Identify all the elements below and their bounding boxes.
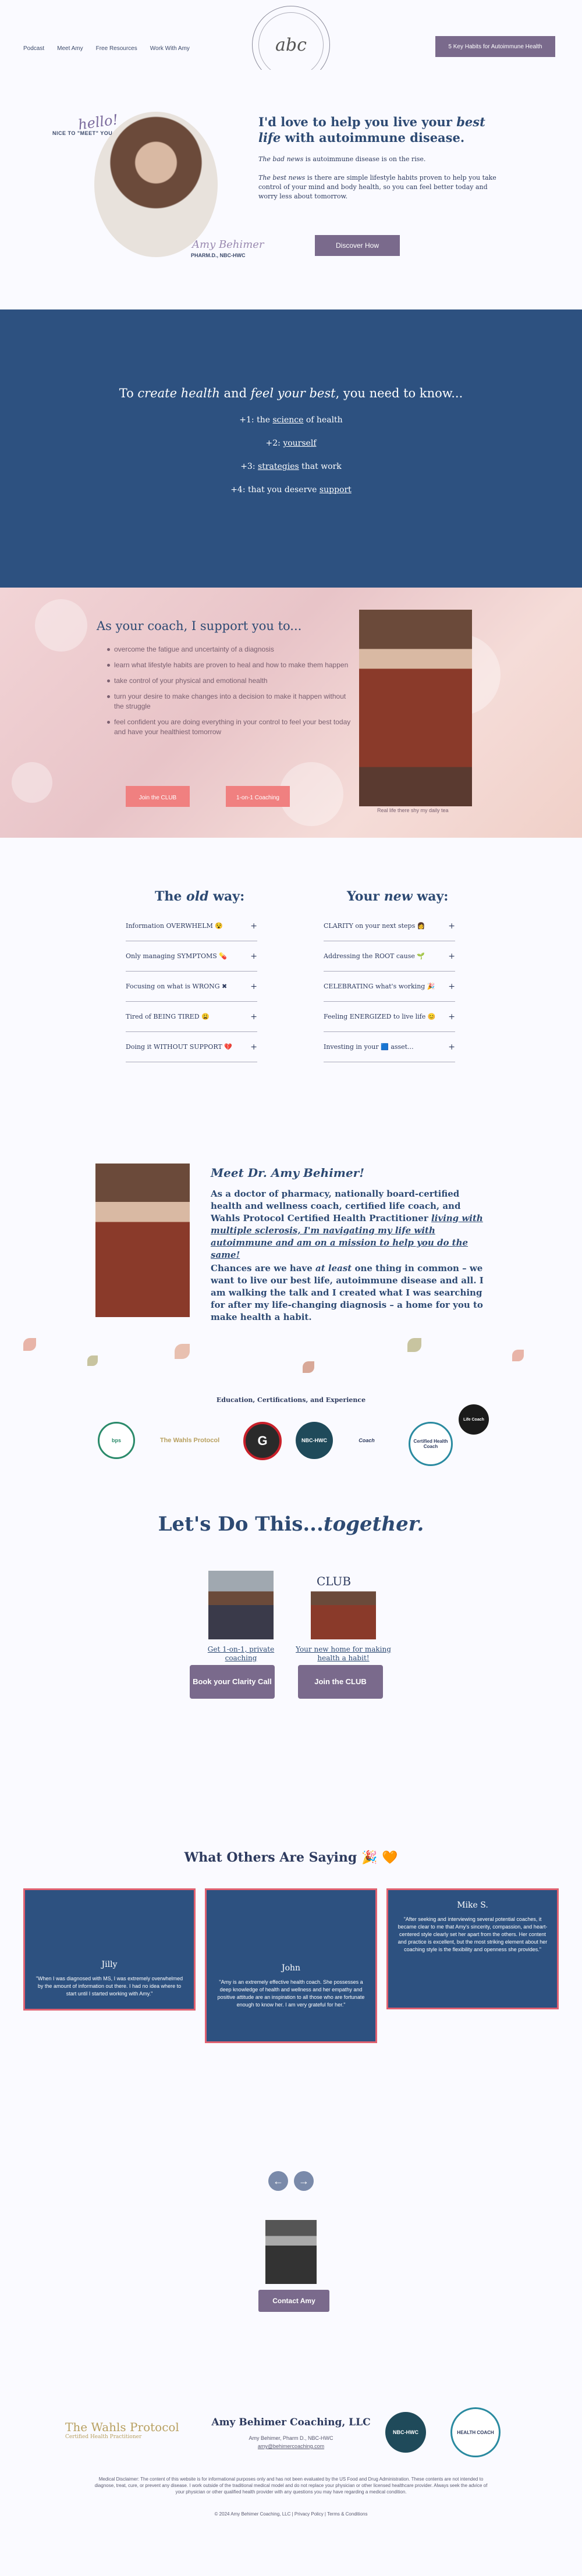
new-way-list xyxy=(324,911,455,1062)
main-nav xyxy=(23,45,190,52)
coach-photo xyxy=(359,610,472,806)
hero-nice-to-meet: NICE TO "MEET" YOU xyxy=(52,130,113,136)
testimonial-name: John xyxy=(281,1963,301,1973)
science-link[interactable]: science xyxy=(272,415,304,425)
join-club-button-2[interactable]: Join the CLUB xyxy=(298,1665,383,1699)
join-club-button[interactable]: Join the CLUB xyxy=(126,786,190,807)
together-section xyxy=(0,1501,582,1850)
new-way-title: Your new way: xyxy=(347,889,449,904)
key-habits-button[interactable]: 5 Key Habits for Autoimmune Health xyxy=(435,36,555,57)
credentials-heading: Education, Certifications, and Experience xyxy=(216,1396,366,1404)
testimonial-card xyxy=(23,1888,196,2011)
life-coach-badge: Life Coach xyxy=(459,1404,489,1435)
list-item: overcome the fatigue and uncertainty of a diagnosis xyxy=(107,645,352,654)
footer-company-name: Amy Behimer Coaching, LLC xyxy=(211,2417,371,2428)
old-way-item[interactable]: Focusing on what is WRONG ✖ + xyxy=(126,972,257,1002)
testimonial-text: "After seeking and interviewing several potential coaches, it became clear to me that Amy's sincerity, compassion, and heart-centered style clearly set her apart from the others. Her content and practice is excellent, but the most striking element about her coaching style is the flexibility and openness she provides." xyxy=(398,1916,548,1952)
old-way-title: The old way: xyxy=(155,889,245,904)
new-way-item[interactable]: Addressing the ROOT cause 🌱 + xyxy=(324,941,455,972)
new-way-item[interactable]: CELEBRATING what's working 🎉 + xyxy=(324,972,455,1002)
nav-meet-amy[interactable]: Meet Amy xyxy=(57,45,83,52)
petal-decor xyxy=(303,1361,314,1373)
hero-best-news: The best news is there are simple lifestyle habits proven to help you take control of your mind and body health, so you can feel better today and worry less about tomorrow. xyxy=(258,174,496,200)
coach-badge: Coach xyxy=(346,1419,388,1461)
need-to-know-heading: To create health and feel your best, you need to know... xyxy=(119,386,463,400)
bokeh-decor xyxy=(35,599,87,652)
logo-text: abc xyxy=(258,12,324,77)
testimonial-card xyxy=(386,1888,559,2009)
need-line-4: +4: that you deserve support xyxy=(230,485,352,494)
testimonial-name: Jilly xyxy=(101,1960,118,1969)
plus-icon: + xyxy=(250,1012,257,1022)
plus-icon: + xyxy=(448,1042,455,1052)
bps-badge: bps xyxy=(98,1422,135,1459)
wahls-badge: The Wahls Protocol xyxy=(143,1429,236,1452)
strategies-link[interactable]: strategies xyxy=(258,462,299,471)
old-way-item[interactable]: Only managing SYMPTOMS 💊 + xyxy=(126,941,257,972)
nav-podcast[interactable]: Podcast xyxy=(23,45,45,52)
hero-title: I'd love to help you live your best life with autoimmune disease. xyxy=(258,115,485,145)
plus-icon: + xyxy=(250,921,257,931)
new-way-item[interactable]: Investing in your 🟦 asset... + xyxy=(324,1032,455,1062)
bokeh-decor xyxy=(12,762,52,803)
discover-how-button[interactable]: Discover How xyxy=(315,235,400,256)
plus-icon: + xyxy=(250,951,257,961)
coaching-link[interactable]: Get 1-on-1, private coaching xyxy=(207,1645,275,1662)
university-badge: G xyxy=(243,1422,282,1460)
hero-signature: Amy Behimer xyxy=(192,239,264,251)
club-title: CLUB xyxy=(317,1574,352,1588)
list-item: take control of your physical and emotional health xyxy=(107,676,352,686)
medical-disclaimer: Medical Disclaimer: The content of this website is for informational purposes only and has not been evaluated by the US Food and Drug Administration. These contents are not intended to diagnose, treat, cure, or prevent any disease. I work outside of the traditional medical model and do not replace your physician or other licensed healthcare provider. Always seek the advice of your physician or other qualified health provider with any questions you may have regarding a medical condition. xyxy=(94,2477,488,2495)
petal-decor xyxy=(23,1338,36,1351)
footer-wahls-logo: The Wahls Protocol Certified Health Practitioner xyxy=(65,2420,179,2440)
need-line-3: +3: strategies that work xyxy=(240,462,342,471)
hero-credentials: PHARM.D., NBC-HWC xyxy=(191,252,246,258)
plus-icon: + xyxy=(448,1012,455,1022)
support-link[interactable]: support xyxy=(319,485,352,494)
footer-credentials: Amy Behimer, Pharm D., NBC-HWC xyxy=(249,2435,333,2441)
plus-icon: + xyxy=(250,981,257,991)
petal-decor xyxy=(175,1344,190,1359)
meet-paragraph-1: As a doctor of pharmacy, nationally board-certified health and wellness coach, certified life coach, and Wahls Protocol Certified Health Practitioner living with multiple sclerosis, I'm navigating my life with autoimmune and am on a mission to help you do the same! xyxy=(211,1189,483,1260)
footer-nbc-badge: NBC-HWC xyxy=(385,2412,426,2453)
yourself-link[interactable]: yourself xyxy=(283,439,317,448)
hero-hello: hello! xyxy=(77,111,119,133)
book-clarity-call-button[interactable]: Book your Clarity Call xyxy=(190,1665,275,1699)
club-image xyxy=(311,1571,376,1639)
copyright: © 2024 Amy Behimer Coaching, LLC | Privacy Policy | Terms & Conditions xyxy=(214,2511,368,2517)
plus-icon: + xyxy=(448,981,455,991)
coach-list xyxy=(107,645,352,743)
coach-section xyxy=(0,588,582,838)
contact-section xyxy=(0,2220,582,2371)
site-footer xyxy=(0,2371,582,2546)
list-item: feel confident you are doing everything in your control to feel your best today and have your healthiest tomorrow xyxy=(107,717,352,737)
one-on-one-button[interactable]: 1-on-1 Coaching xyxy=(226,786,290,807)
coaching-card[interactable] xyxy=(206,1571,276,1663)
contact-amy-button[interactable]: Contact Amy xyxy=(258,2290,329,2312)
need-line-2: +2: yourself xyxy=(265,439,317,448)
plus-icon: + xyxy=(448,921,455,931)
list-item: learn what lifestyle habits are proven to heal and how to make them happen xyxy=(107,660,352,670)
together-heading: Let's Do This...together. xyxy=(158,1513,424,1536)
coaching-image xyxy=(208,1571,274,1639)
plus-icon: + xyxy=(250,1042,257,1052)
nav-free-resources[interactable]: Free Resources xyxy=(95,45,137,52)
plus-icon: + xyxy=(448,951,455,961)
coach-heading: As your coach, I support you to... xyxy=(97,619,302,633)
coach-caption: Real life there shy my daily tea xyxy=(377,807,449,813)
testimonials-heading: What Others Are Saying 🎉 🧡 xyxy=(184,1850,398,1865)
list-item: turn your desire to make changes into a decision to make it happen without the struggle xyxy=(107,692,352,711)
hero-bad-news: The bad news is autoimmune disease is on the rise. xyxy=(258,155,426,163)
meet-photo xyxy=(95,1164,190,1317)
hero-section xyxy=(0,70,582,309)
testimonial-text: "When I was diagnosed with MS, I was extremely overwhelmed by the amount of information out there. I had no idea where to start until I started working with Amy." xyxy=(36,1976,183,1997)
new-way-item[interactable]: CLARITY on your next steps 👩 + xyxy=(324,911,455,941)
nbc-hwc-badge: NBC-HWC xyxy=(296,1422,333,1459)
club-link[interactable]: Your new home for making health a habit! xyxy=(296,1645,391,1662)
testimonial-name: Mike S. xyxy=(457,1901,488,1910)
old-way-item[interactable]: Doing it WITHOUT SUPPORT 💔 + xyxy=(126,1032,257,1062)
next-arrow-icon[interactable]: → xyxy=(294,2171,314,2191)
club-card[interactable] xyxy=(291,1571,396,1663)
petal-decor xyxy=(87,1355,98,1366)
contact-photo xyxy=(265,2220,317,2284)
hero-photo xyxy=(94,112,218,257)
old-new-way-section xyxy=(0,838,582,1164)
prev-arrow-icon[interactable]: ← xyxy=(268,2171,288,2191)
need-to-know-section xyxy=(0,309,582,588)
footer-health-coach-badge: HEALTH COACH xyxy=(450,2407,501,2457)
testimonial-card xyxy=(205,1888,377,2043)
meet-heading: Meet Dr. Amy Behimer! xyxy=(211,1166,364,1180)
meet-paragraph-2: Chances are we have at least one thing in common – we want to live our best life, autoimmune disease and all. I am walking the talk and I created what I was searching for after my life-changing diagnosis – a home for you to make health a habit. xyxy=(211,1263,484,1322)
nav-work-with-amy[interactable]: Work With Amy xyxy=(150,45,190,52)
petal-decor xyxy=(407,1338,421,1352)
meet-amy-section xyxy=(0,1164,582,1396)
testimonials-section xyxy=(0,1850,582,2220)
old-way-item[interactable]: Information OVERWHELM 😵 + xyxy=(126,911,257,941)
need-line-1: +1: the science of health xyxy=(239,415,343,425)
testimonial-text: "Amy is an extremely effective health coach. She possesses a deep knowledge of health and wellness and her empathy and positive attitude are an inspiration to all those who are fortunate enough to know her. I am very grateful for her." xyxy=(217,1979,365,2008)
petal-decor xyxy=(512,1350,524,1361)
site-header xyxy=(0,0,582,70)
new-way-item[interactable]: Feeling ENERGIZED to live life 😊 + xyxy=(324,1002,455,1032)
footer-email-link[interactable]: amy@behimercoaching.com xyxy=(257,2443,325,2449)
old-way-list xyxy=(126,911,257,1062)
health-coach-badge: Certified Health Coach xyxy=(409,1422,453,1466)
old-way-item[interactable]: Tired of BEING TIRED 😩 + xyxy=(126,1002,257,1032)
credentials-section xyxy=(0,1396,582,1501)
